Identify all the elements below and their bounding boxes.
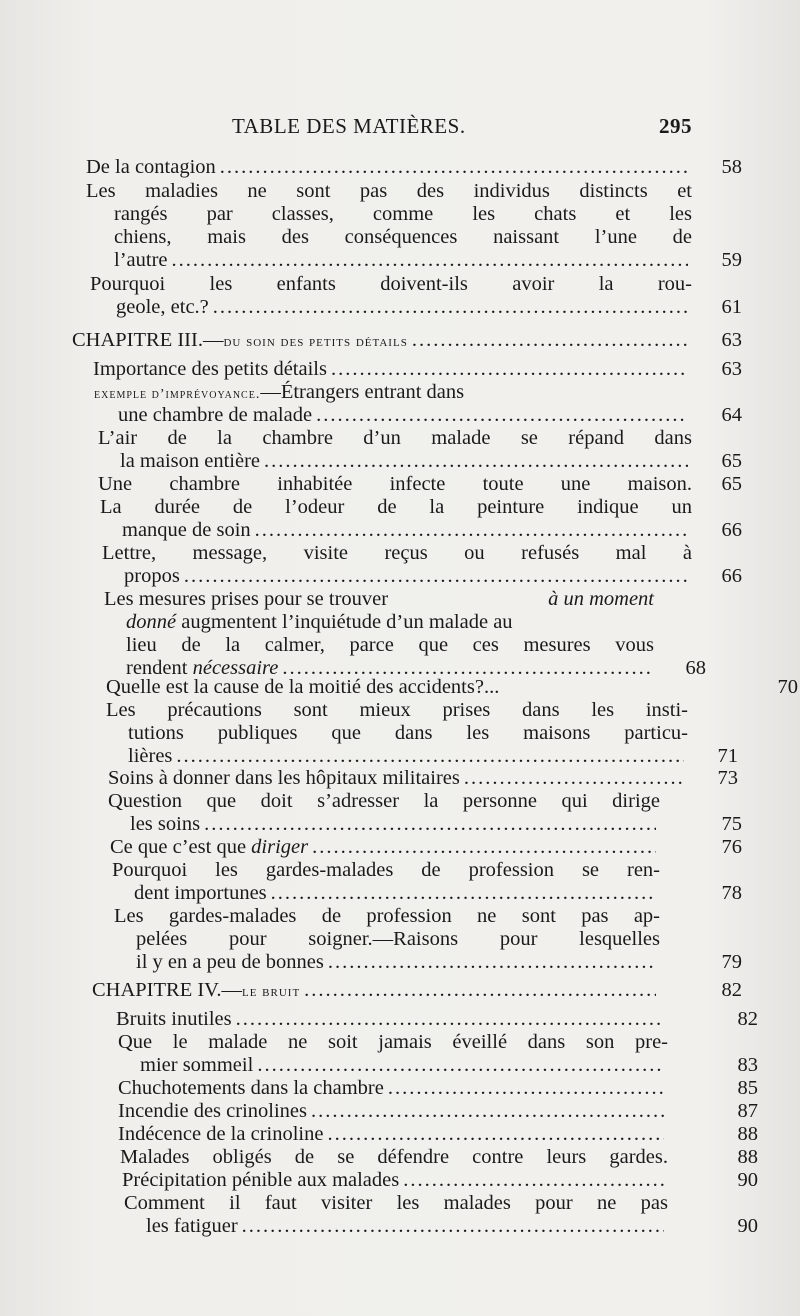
entry-text: Importance des petits détails: [93, 358, 327, 380]
leader-dots: [204, 813, 656, 836]
entry-text: pelées pour soigner.—Raisons pour lesquelles: [136, 928, 660, 950]
entry-text: Les mesures prises pour se trouver: [104, 588, 394, 610]
leader-dots: [220, 156, 688, 179]
entry-text: lieu de la calmer, parce que ces mesures vous: [126, 634, 654, 656]
page-number: 295: [659, 114, 692, 138]
entry-text: Chuchotements dans la chambre: [118, 1077, 384, 1099]
entry-text: l’autre: [114, 249, 168, 271]
entry-page: 68: [685, 657, 706, 679]
entry-text: geole, etc.?: [116, 296, 209, 318]
entry-page: 63: [721, 329, 742, 351]
entry-page: 90: [737, 1169, 758, 1191]
entry-italic: à un moment: [548, 588, 654, 610]
leader-dots: [271, 882, 656, 905]
entry-page: 88: [737, 1123, 758, 1145]
entry-page: 90: [737, 1215, 758, 1237]
entry-page: 76: [721, 836, 742, 858]
leader-dots: [304, 979, 656, 1002]
entry-text: rendent: [126, 657, 193, 679]
entry-page: 66: [721, 565, 742, 587]
entry-text: Que le malade ne soit jamais éveillé dans son pre-: [118, 1031, 668, 1053]
entry-text: tutions publiques que dans les maisons particu-: [128, 722, 688, 744]
entry-page: 73: [717, 767, 738, 789]
toc-entry: [118, 1031, 758, 1077]
entry-page: 58: [721, 156, 742, 178]
toc-entry: [102, 542, 742, 588]
chapter-title: du soin des petits détails: [223, 334, 408, 350]
entry-page: 65: [721, 450, 742, 472]
entry-page: 79: [721, 951, 742, 973]
chapter-number: CHAPITRE IV.: [92, 979, 222, 1001]
toc-entry: [98, 427, 742, 473]
entry-text: —Étrangers entrant dans: [260, 381, 465, 403]
entry-page: 61: [721, 296, 742, 318]
leader-dots: [184, 565, 688, 588]
entry-page: 64: [721, 404, 742, 426]
entry-text: Bruits inutiles: [116, 1008, 232, 1030]
toc-entry: [124, 1192, 758, 1238]
leader-dots: [388, 1077, 664, 1100]
leader-dots: [242, 1215, 664, 1238]
toc-entry: [94, 381, 742, 427]
leader-dots: [316, 404, 688, 427]
entry-text: manque de soin: [122, 519, 251, 541]
leader-dots: [403, 1169, 664, 1192]
entry-text: Malades obligés de se défendre contre leurs gardes.: [120, 1146, 668, 1168]
toc-entry: [108, 767, 738, 790]
entry-text: Incendie des crinolines: [118, 1100, 307, 1122]
toc-entry: [112, 859, 742, 905]
toc-entry: [98, 473, 742, 496]
entry-text: rangés par classes, comme les chats et les: [114, 203, 692, 225]
leader-dots: [328, 951, 656, 974]
entry-page: 66: [721, 519, 742, 541]
entry-text: Lettre, message, visite reçus ou refusés mal à: [102, 542, 692, 564]
leader-dots: [412, 329, 688, 352]
leader-dots: [464, 767, 684, 790]
page-title: TABLE DES MATIÈRES.: [232, 114, 466, 138]
entry-text: Les gardes-malades de profession ne sont pas ap-: [114, 905, 660, 927]
running-header: [232, 114, 692, 142]
entry-text: une chambre de malade: [118, 404, 313, 426]
entry-text: augmentent l’inquiétude d’un malade au: [176, 611, 513, 633]
leader-dots: [213, 296, 688, 319]
entry-text: mier sommeil: [140, 1054, 254, 1076]
toc-entry: [114, 905, 742, 974]
entry-text: Une chambre inhabitée infecte toute une maison.: [98, 473, 692, 495]
toc-entry: [122, 1169, 758, 1192]
entry-text: les soins: [130, 813, 201, 835]
entry-text: L’air de la chambre d’un malade se répand dans: [98, 427, 692, 449]
entry-text: les fatiguer: [146, 1215, 238, 1237]
entry-page: 87: [737, 1100, 758, 1122]
entry-page: 82: [721, 979, 742, 1001]
leader-dots: [257, 1054, 664, 1077]
entry-text: De la contagion: [86, 156, 216, 178]
leader-dots: [236, 1008, 664, 1031]
entry-text: Indécence de la crinoline: [118, 1123, 324, 1145]
entry-text: Précipitation pénible aux malades: [122, 1169, 400, 1191]
toc-entry: [86, 180, 742, 272]
toc-entry: [86, 156, 742, 179]
entry-page: 78: [721, 882, 742, 904]
leader-dots: [264, 450, 688, 473]
toc-entry: [100, 496, 742, 542]
leader-dots: [311, 1100, 664, 1123]
chapter-heading: [92, 979, 742, 1002]
leader-dots: [255, 519, 688, 542]
chapter-heading: [72, 329, 742, 352]
toc-entry: [120, 1146, 758, 1169]
leader-dots: [172, 249, 689, 272]
entry-text: la maison entière: [120, 450, 261, 472]
entry-page: 85: [737, 1077, 758, 1099]
entry-page: 70: [777, 676, 798, 698]
entry-page: 65: [721, 473, 742, 495]
chapter-separator: —: [221, 979, 242, 1001]
toc-entry: [106, 699, 738, 768]
toc-entry: [110, 836, 742, 859]
entry-text: Ce que c’est que: [110, 836, 252, 858]
entry-text: Pourquoi les enfants doivent-ils avoir la rou-: [90, 273, 692, 295]
toc-entry: [118, 1077, 758, 1100]
entry-page: 63: [721, 358, 742, 380]
entry-page: 88: [737, 1146, 758, 1168]
leader-dots: [176, 745, 684, 768]
entry-text: il y en a peu de bonnes: [136, 951, 324, 973]
chapter-title: le bruit: [241, 984, 301, 1000]
entry-text: Question que doit s’adresser la personne qui dirige: [108, 790, 660, 812]
entry-text: lières: [128, 745, 173, 767]
chapter-number: CHAPITRE III.: [72, 329, 203, 351]
chapter-separator: —: [202, 329, 224, 351]
toc-entry: [116, 1008, 758, 1031]
entry-italic: donné: [126, 611, 177, 633]
entry-text: Quelle est la cause de la moitié des accidents?...: [106, 676, 500, 698]
entry-text: Les précautions sont mieux prises dans les insti-: [106, 699, 688, 721]
entry-text: propos: [124, 565, 180, 587]
entry-page: 75: [721, 813, 742, 835]
entry-page: 71: [717, 745, 738, 767]
toc-entry: [118, 1123, 758, 1146]
leader-dots: [312, 836, 656, 859]
toc-entry: [108, 790, 742, 836]
entry-text: Soins à donner dans les hôpitaux militaires: [108, 767, 460, 789]
entry-text: Pourquoi les gardes-malades de profession se ren-: [112, 859, 660, 881]
entry-italic: diriger: [251, 836, 309, 858]
entry-italic: nécessaire: [192, 657, 279, 679]
entry-text: chiens, mais des conséquences naissant l’une de: [114, 226, 692, 248]
toc-entry: [106, 676, 798, 699]
toc-entry: [93, 358, 742, 381]
entry-text: Comment il faut visiter les malades pour ne pas: [124, 1192, 668, 1214]
leader-dots: [327, 1123, 664, 1146]
leader-dots: [331, 358, 688, 381]
entry-page: 82: [737, 1008, 758, 1030]
entry-page: 83: [737, 1054, 758, 1076]
entry-text: dent importunes: [134, 882, 267, 904]
entry-text: La durée de l’odeur de la peinture indique un: [100, 496, 692, 518]
example-label: exemple d’imprévoyance.: [94, 387, 261, 402]
entry-text: Les maladies ne sont pas des individus distincts et: [86, 180, 692, 202]
toc-entry: [104, 588, 706, 680]
toc-entry: [118, 1100, 758, 1123]
toc-entry: [90, 273, 742, 319]
entry-page: 59: [721, 249, 742, 271]
